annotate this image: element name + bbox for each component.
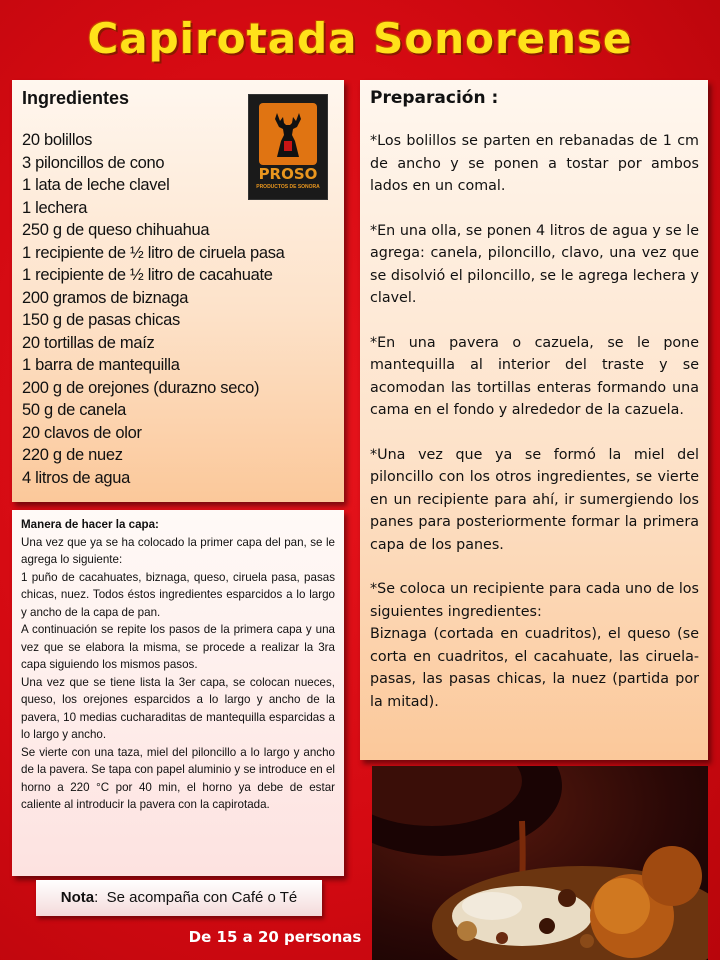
capa-paragraph: 1 puño de cacahuates, biznaga, queso, ciruela pasa, pasas chicas, nuez. Todos éstos ingredientes esparcidos a lo largo y ancho de la capa de pan. xyxy=(21,570,335,619)
capa-paragraph: Una vez que se tiene lista la 3er capa, se colocan nueces, queso, los orejones esparcidos a lo largo y ancho de la pavera, 10 medias cucharaditas de mantequilla esparcidas a lo largo y ancho. xyxy=(21,675,335,741)
logo-brand: PROSO xyxy=(258,165,318,183)
note-label: Nota xyxy=(60,889,95,906)
preparation-final-line: Biznaga (cortada en cuadritos), el queso (se corta en cuadritos, el cacahuate, las ciruela-pasas, las pasas chicas, la nuez (partida por la mitad). xyxy=(370,626,699,710)
ingredient-item: 1 recipiente de ½ litro de ciruela pasa xyxy=(22,243,285,262)
capa-panel xyxy=(12,510,344,876)
ingredient-item: 20 clavos de olor xyxy=(22,423,142,442)
preparation-heading: Preparación : xyxy=(370,88,499,108)
page-title: Capirotada Sonorense xyxy=(87,14,633,63)
servings-text: De 15 a 20 personas xyxy=(188,928,362,946)
capa-paragraph: Se vierte con una taza, miel del piloncillo a lo largo y ancho de la pavera. Se tapa con papel aluminio y se introduce en el horno a 220 °C por 40 min, el horno ya debe de estar caliente al introducir la pavera con la capirotada. xyxy=(21,745,335,811)
preparation-step: *Una vez que ya se formó la miel del piloncillo con los otros ingredientes, se vierte en un recipiente para ahí, ir sumergiendo los panes para posteriormente formar la primera capa de los panes. xyxy=(370,446,699,553)
capirotada-photo xyxy=(372,766,708,960)
ingredient-item: 250 g de queso chihuahua xyxy=(22,221,210,239)
capa-heading: Manera de hacer la capa: xyxy=(21,518,159,531)
preparation-step: *Se coloca un recipiente para cada uno de los siguientes ingredientes: xyxy=(370,581,699,620)
capa-paragraph: Una vez que ya se ha colocado la primer capa del pan, se le agrega lo siguiente: xyxy=(21,535,335,566)
preparation-step: *En una pavera o cazuela, se le pone mantequilla al interior del traste y se acomodan las tortillas enteras formando una cama en el fondo y alrededor de la cazuela. xyxy=(370,334,699,418)
ingredient-item: 1 barra de mantequilla xyxy=(22,356,180,374)
preparation-step: *En una olla, se ponen 4 litros de agua y se le agrega: canela, piloncillo, clavo, una vez que se disolvió el piloncillo, se le agrega lechera y clavel. xyxy=(370,222,699,306)
ingredient-item: 1 lechera xyxy=(22,198,88,217)
ingredient-item: 50 g de canela xyxy=(22,401,127,419)
preparation-step: *Los bolillos se parten en rebanadas de 1 cm de ancho y se ponen a tostar por ambos lados en un comal. xyxy=(370,133,699,194)
ingredient-item: 20 tortillas de maíz xyxy=(22,333,155,352)
proso-logo xyxy=(248,94,328,200)
ingredient-item: 1 recipiente de ½ litro de cacahuate xyxy=(22,266,273,284)
ingredients-heading: Ingredientes xyxy=(22,88,130,108)
ingredient-item: 4 litros de agua xyxy=(22,468,131,487)
preparation-panel xyxy=(360,80,708,760)
capa-paragraph: A continuación se repite los pasos de la primera capa y una vez que se elabora la misma, se procede a realizar la 3ra capa siguiendo los mismos pasos. xyxy=(21,623,335,671)
ingredient-item: 200 g de orejones (durazno seco) xyxy=(22,378,260,397)
note-text: : Se acompaña con Café o Té xyxy=(94,889,298,906)
stag-icon xyxy=(271,111,305,157)
ingredient-item: 150 g de pasas chicas xyxy=(22,311,180,329)
ingredient-item: 220 g de nuez xyxy=(22,446,123,464)
logo-tagline: PRODUCTOS DE SONORA xyxy=(256,184,320,190)
note-box xyxy=(36,880,322,916)
ingredient-item: 20 bolillos xyxy=(22,131,93,149)
ingredient-item: 1 lata de leche clavel xyxy=(22,176,170,194)
ingredient-item: 200 gramos de biznaga xyxy=(22,288,189,307)
food-illustration xyxy=(372,766,708,960)
ingredient-item: 3 piloncillos de cono xyxy=(22,153,165,172)
